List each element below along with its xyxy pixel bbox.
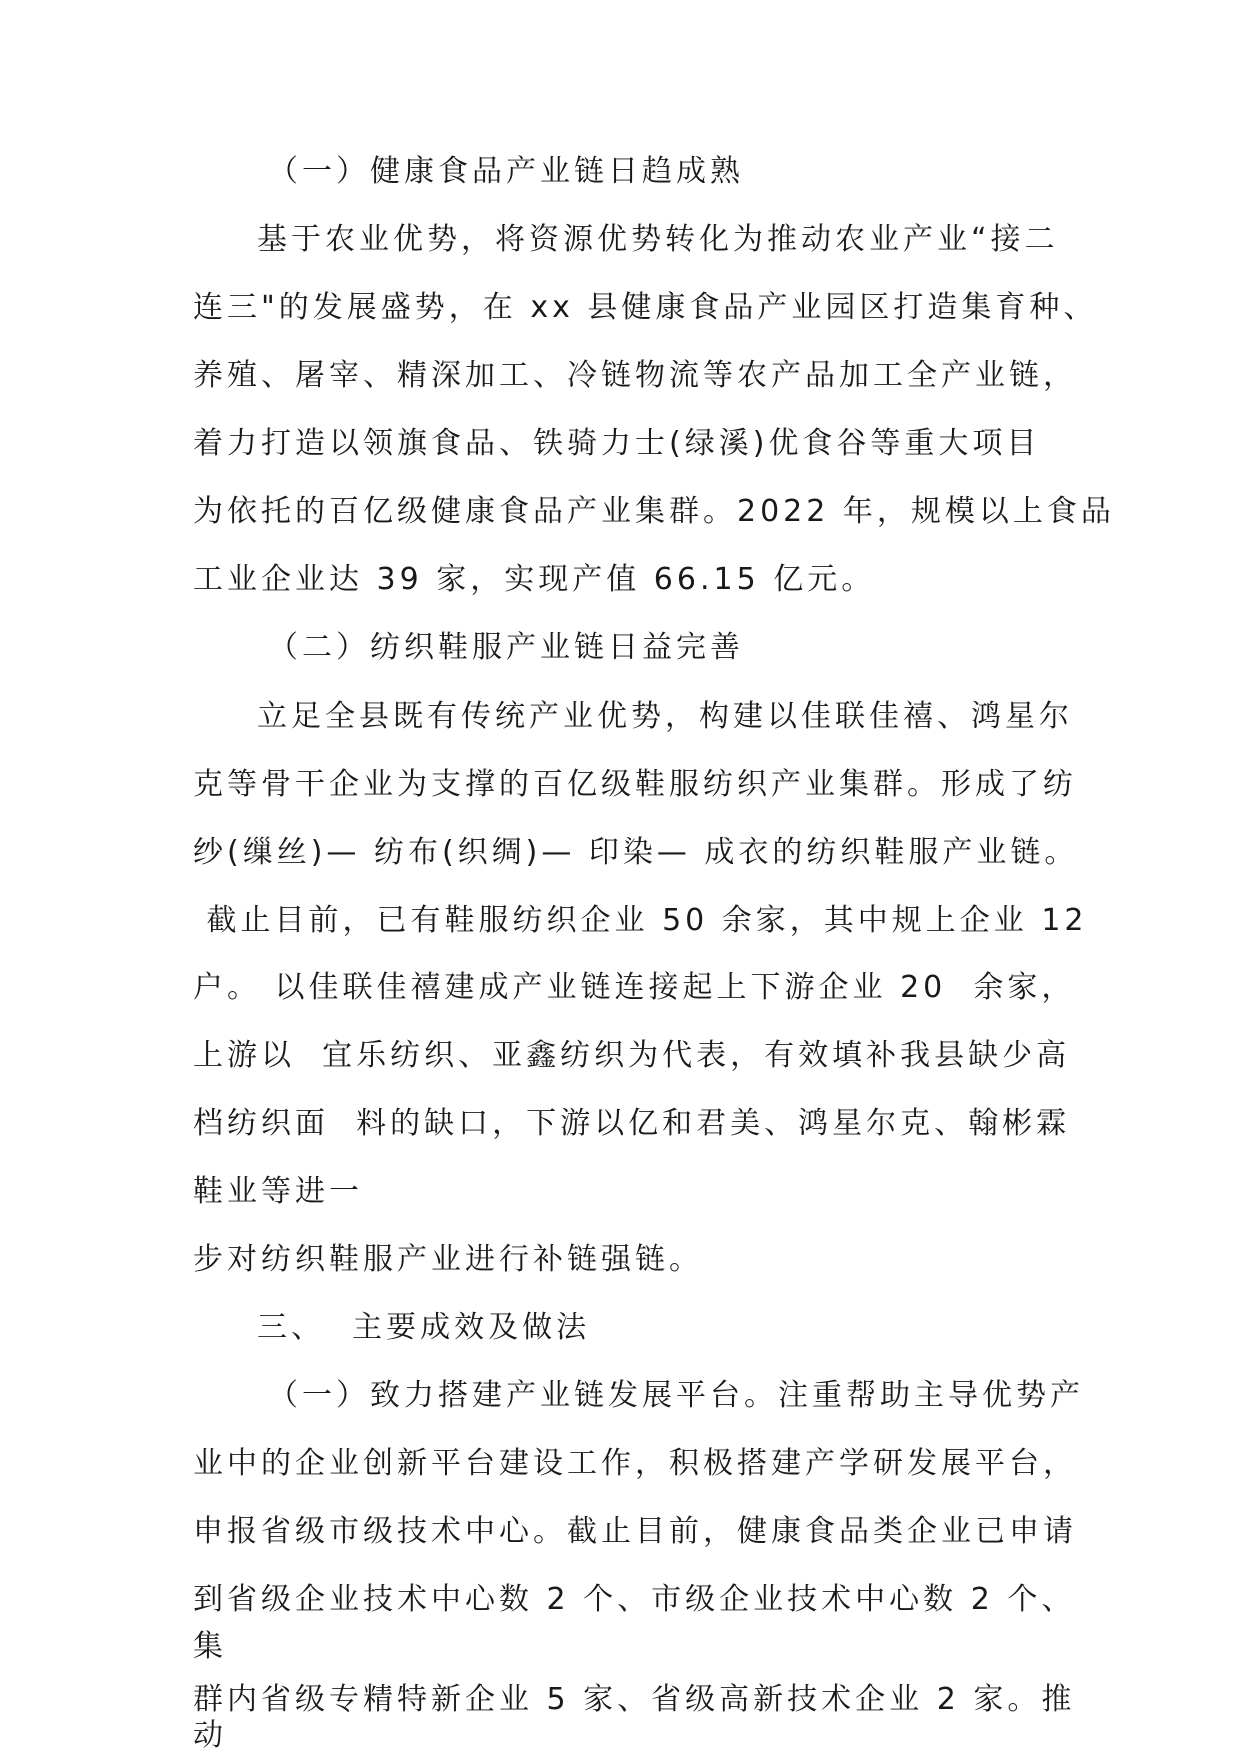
paragraph-line: 鞋业等进一	[193, 1174, 363, 1209]
paragraph-line: 户。 以佳联佳禧建成产业链连接起上下游企业 20 余家，	[193, 970, 1076, 1005]
paragraph-line: 着力打造以领旗食品、铁骑力士(绿溪)优食谷等重大项目	[193, 426, 1041, 461]
paragraph-line: 基于农业优势，将资源优势转化为推动农业产业“接二	[257, 222, 1059, 257]
paragraph-line: 步对纺织鞋服产业进行补链强链。	[193, 1242, 703, 1277]
paragraph-line: 群内省级专精特新企业 5 家、省级高新技术企业 2 家。推	[193, 1682, 1076, 1717]
paragraph-line: 申报省级市级技术中心。截止目前，健康食品类企业已申请	[193, 1514, 1077, 1549]
paragraph-line: 到省级企业技术中心数 2 个、市级企业技术中心数 2 个、	[193, 1582, 1076, 1617]
paragraph-line: 为依托的百亿级健康食品产业集群。2022 年，规模以上食品	[193, 494, 1115, 529]
paragraph-line: 连三"的发展盛势，在 xx 县健康食品产业园区打造集育种、	[193, 290, 1098, 325]
paragraph-line: 档纺织面 料的缺口，下游以亿和君美、鸿星尔克、翰彬霖	[193, 1106, 1071, 1141]
paragraph-line: 工业企业达 39 家，实现产值 66.15 亿元。	[193, 562, 876, 597]
section-heading: （二）纺织鞋服产业链日益完善	[268, 630, 744, 665]
paragraph-line: 立足全县既有传统产业优势，构建以佳联佳禧、鸿星尔	[257, 699, 1073, 734]
paragraph-line: 克等骨干企业为支撑的百亿级鞋服纺织产业集群。形成了纺	[193, 767, 1077, 802]
paragraph-line: 集	[193, 1629, 227, 1664]
section-heading: （一）健康食品产业链日趋成熟	[268, 154, 744, 189]
paragraph-line: 养殖、屠宰、精深加工、冷链物流等农产品加工全产业链，	[193, 358, 1077, 393]
paragraph-line: 上游以 宜乐纺织、亚鑫纺织为代表，有效填补我县缺少高	[193, 1038, 1071, 1073]
paragraph-line: 业中的企业创新平台建设工作，积极搭建产学研发展平台，	[193, 1446, 1077, 1481]
paragraph-line: 截止目前，已有鞋服纺织企业 50 余家，其中规上企业 12	[193, 903, 1088, 938]
paragraph-line: 纱(缫丝)— 纺布(织绸)— 印染— 成衣的纺织鞋服产业链。	[193, 835, 1079, 870]
paragraph-line: 动	[193, 1718, 227, 1753]
section-heading: 三、 主要成效及做法	[257, 1310, 591, 1345]
paragraph-line: （一）致力搭建产业链发展平台。注重帮助主导优势产	[268, 1378, 1084, 1413]
